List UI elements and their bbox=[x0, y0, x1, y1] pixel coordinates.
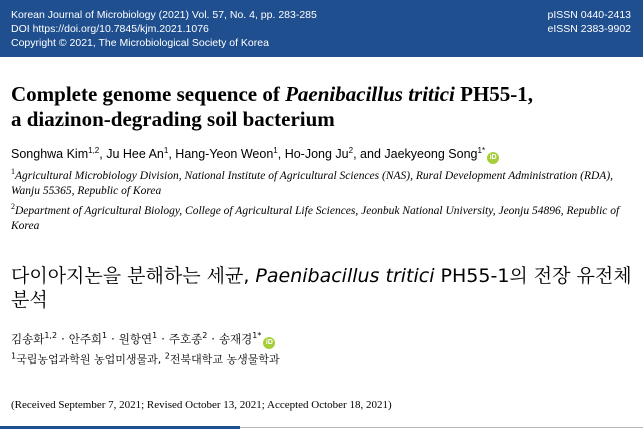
orcid-icon[interactable]: iD bbox=[487, 152, 499, 164]
affiliation-1: $^1$Agricultural Microbiology Division, National Institute of Agricultural Sciences (NAS), Rural Development Administration (RDA), Wanju 55365, Republic of Korea bbox=[11, 167, 614, 197]
affiliation-2: $^2$Department of Agricultural Biology, College of Agricultural Life Sciences, Jeonbuk National University, Jeonju 54896, Republic of Korea bbox=[11, 202, 620, 232]
issn-info bbox=[548, 8, 631, 36]
author-ko: 김송화$^{1,2}$ bbox=[11, 331, 58, 346]
affiliation-korean: $^1$국립농업과학원 농업미생물과, $^2$전북대학교 농생물학과 bbox=[11, 351, 280, 366]
author-ko: 원항연$^1$ bbox=[118, 331, 158, 346]
article-title-korean: 다이아지논을 분해하는 세균, Paenibacillus tritici PH55-1의 전장 유전체 분석 bbox=[11, 265, 632, 311]
author-separator: · bbox=[211, 332, 215, 346]
title-line-2: a diazinon-degrading soil bacterium bbox=[11, 107, 335, 131]
author: Hang-Yeon Weon$^1$, bbox=[175, 145, 285, 161]
orcid-icon[interactable]: iD bbox=[263, 337, 275, 349]
title-species: Paenibacillus tritici bbox=[285, 82, 455, 106]
doi-link[interactable]: DOI https://doi.org/10.7845/kjm.2021.1076 bbox=[11, 23, 209, 35]
author: Jaekyeong Song$^{1*}$ bbox=[384, 145, 486, 161]
author-separator: · bbox=[161, 332, 165, 346]
journal-header-bar bbox=[0, 0, 643, 57]
eissn: eISSN 2383-9902 bbox=[547, 23, 631, 35]
author: Ho-Jong Ju$^2$, and bbox=[284, 145, 385, 161]
author-ko: 송재경$^{1*}$ bbox=[218, 331, 262, 346]
received-dates: (Received September 7, 2021; Revised October 13, 2021; Accepted October 18, 2021) bbox=[11, 399, 392, 411]
title-part-1: Complete genome sequence of bbox=[11, 82, 286, 106]
author-list-korean bbox=[11, 331, 275, 349]
bottom-divider bbox=[0, 426, 643, 429]
author: Ju Hee An$^1$, bbox=[106, 145, 176, 161]
divider-accent bbox=[0, 426, 240, 429]
author: Songhwa Kim$^{1,2}$, bbox=[11, 145, 107, 161]
journal-citation: Korean Journal of Microbiology (2021) Vol. 57, No. 4, pp. 283-285 bbox=[11, 9, 317, 21]
author-separator: · bbox=[111, 332, 115, 346]
article-title-english bbox=[11, 82, 631, 132]
author-list-english bbox=[11, 146, 636, 164]
copyright-notice: Copyright © 2021, The Microbiological Society of Korea bbox=[11, 37, 269, 49]
author-separator: · bbox=[61, 332, 65, 346]
title-part-2: PH55-1, bbox=[454, 82, 534, 106]
title-ko-species: Paenibacillus tritici bbox=[255, 265, 435, 287]
author-ko: 안주희$^1$ bbox=[68, 331, 108, 346]
divider-rule bbox=[240, 427, 643, 428]
journal-info bbox=[11, 8, 317, 50]
author-ko: 주호종$^2$ bbox=[168, 331, 208, 346]
pissn: pISSN 0440-2413 bbox=[547, 9, 631, 21]
